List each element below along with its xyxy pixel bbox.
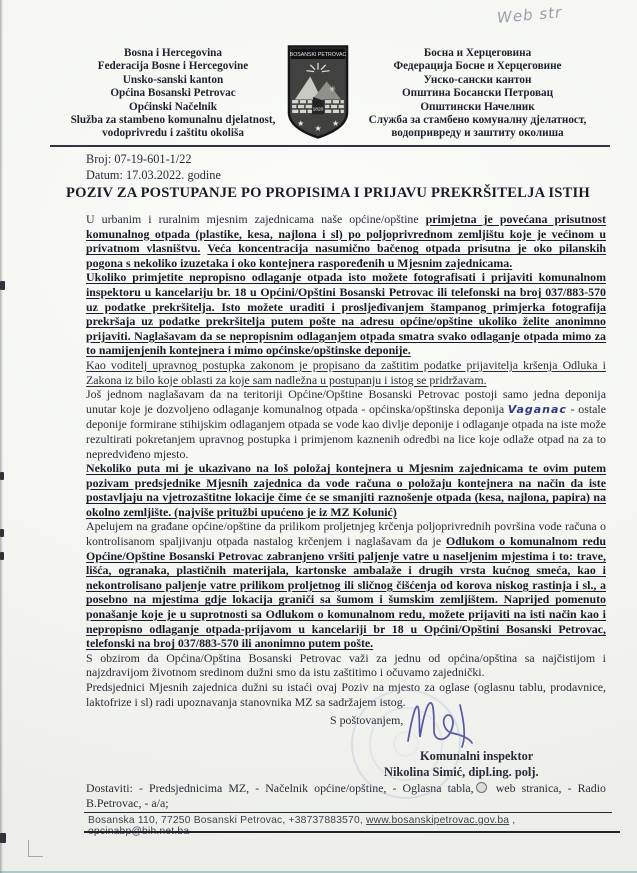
svg-text:★: ★ [314, 123, 322, 133]
body-paragraph [86, 680, 606, 709]
header-line: Općina Bosanski Petrovac [110, 87, 236, 100]
distribution-after: web stranica, - Radio B.Petrovac, - a/a; [86, 781, 606, 810]
footer-rule-bottom [84, 831, 620, 833]
document-number: Broj: 07-19-601-1/22 [86, 152, 192, 166]
header-line: Bosna i Hercegovina [124, 47, 222, 59]
crest-year: 1820 [312, 107, 324, 113]
header-left [48, 47, 298, 141]
document-date: Datum: 17.03.2022. godine [86, 168, 221, 182]
text-segment: Još jednom naglašavam da na teritoriji Općine/Opštine Bosanski Petrovac postoji samo jedna deponija unutar koje je dozvoljeno odlaganje komunalnog otpada - općinska/opštinska deponija [86, 387, 606, 416]
text-segment: Ukoliko primjetite nepropisno odlaganje otpada isto možete fotografisati i prijaviti komunalnom inspektoru u kancelariju br. 18 u Općini/Opštini Bosanski Petrovac ili telefonski na broj 037/883-570 uz podatke prekršitelja. Isto možete uraditi i prosljeđivanjem štampanog primjerka fotografija prekršaja uz podatke prekršitelja putem pošte na adresu općine/opštine ukoliko želite anonimno prijaviti. Naglašavam da se nepropisnim odlaganjem otpada smatra svako odlaganje otpada mimo za to namijenjenih kontejnera i mimo općinske/opštinske deponije. [86, 270, 606, 358]
text-segment: primjetna je povećana prisutnost komunalnog otpada (plastike, kesa, najlona i sl) po poljoprivrednom zemljištu koje je većinom u privatnom vlasništvu. [86, 212, 606, 256]
scan-artifact [0, 552, 4, 560]
body-paragraph [86, 387, 606, 461]
distribution-note [86, 781, 606, 810]
body-paragraph [86, 212, 606, 270]
document-meta [86, 151, 221, 183]
document-body [86, 212, 606, 709]
text-segment: Apelujem na građane općine/opštine da prilikom proljetnjeg krčenja poljoprivrednih površina vode računa o kontrolisanom spaljivanju otpada nastalog krčenjem i naglašavam da je [86, 519, 606, 549]
header-line: Služba za stambeno komunalnu djelatnost, [70, 114, 276, 127]
crest-banner-text: BOSANSKI PETROVAC [289, 52, 347, 59]
scan-edge-shadow [0, 0, 3, 873]
document-content [86, 212, 606, 810]
circled-mark-icon [476, 782, 487, 793]
text-segment: S obzirom da Općina/Opština Bosanski Petrovac važi za jednu od općina/opština sa najčistijom i najzdravijom životnom sredinom dužni smo da istu zaštitimo i očuvamo zajednički. [86, 650, 606, 680]
round-stamp [348, 686, 464, 802]
distribution-before: Dostaviti: - Predsjednicima MZ, - Načelnik općine/opštine, - Oglasna tabla, [86, 781, 474, 796]
handwritten-deponija-name: Vaganac [507, 402, 567, 416]
text-segment: Odlukom o komunalnom redu Općine/Opštine Bosanski Petrovac zabranjeno vršiti paljenje vatre u naseljenim mjestima i to: trave, lišća, ogranaka, plastičnih materijala, kartonske ambalaže i drugih vrsta kućnog smeća, kao i nekontrolisano paljenje vatre prilikom proljetnog ili sličnog čišćenja od korova niskog rastinja i sl., a posebno na mjestima gdje lokacija graniči sa šumom i šumskim zemljištem. Naprijed pomenuto ponašanje koje je u suprotnosti sa Odlukom o komunalnom redu, možete prijaviti na isti način kao i nepropisno odlaganje otpada-prijavom u kancelariji br 18 u Općini/Opštini Bosanski Petrovac, telefonski na broj 037/883-570 ili anonimno putem pošte. [86, 534, 606, 651]
scan-artifact [0, 472, 4, 480]
snowflake-icon: ✳ [328, 84, 337, 94]
scan-artifact [0, 281, 5, 290]
header-line: Општина Босански Петровац [401, 87, 554, 100]
body-paragraph [86, 651, 606, 680]
page-title: POZIV ZA POSTUPANJE PO PROPISIMA I PRIJAVU PREKRŠITELJA ISTIH [66, 185, 590, 201]
signer-title: Komunalni inspektor [420, 749, 534, 764]
header-line: Служба за стамбено комуналну дјелатност, [368, 114, 587, 127]
svg-text:★: ★ [331, 118, 339, 128]
text-segment: Predsjednici Mjesnih zajednica dužni su istaći ovaj Poziv na mjesto za oglase (oglasnu tablu, prodavnice, laktofrize i sl) radi upoznavanja stanovnika MZ sa sadržajem istog. [86, 680, 606, 709]
salutation: S poštovanjem, [330, 713, 404, 728]
header-line: Општински Начелник [420, 100, 535, 113]
body-paragraph [86, 358, 606, 387]
header-line: Босна и Херцеговина [423, 47, 532, 59]
header-line: Unsko-sanski kanton [122, 73, 224, 86]
page-corner-crease [28, 840, 43, 857]
text-segment: U urbanim i ruralnim mjesnim zajednicama naše općine/opštine [86, 212, 426, 226]
header-right [350, 47, 605, 141]
text-segment: Kao voditelj upravnog postupka zakonom je propisano da zaštitim podatke prijavitelja kršenja Odluka i Zakona iz bilo koje oblasti za koje sam nadležna u postupanju i istog se pridržavam. [86, 357, 606, 387]
scan-artifact [0, 529, 4, 537]
header-line: Унско-сански кантон [423, 73, 532, 86]
header-line: Općinski Načelnik [129, 100, 217, 113]
header-divider [50, 145, 610, 147]
coat-of-arms-icon [287, 44, 349, 140]
footer-email: , opcinabp@bih.net.ba [88, 815, 516, 837]
footer-contact [88, 815, 608, 837]
scan-artifact [0, 833, 6, 843]
footer-website: www.bosanskipetrovac.gov.ba [366, 815, 510, 826]
closing-block [86, 709, 606, 780]
body-paragraph [86, 519, 606, 650]
body-paragraph [86, 461, 606, 519]
text-segment: Nekoliko puta mi je ukazivano na loš položaj kontejnera u Mjesnim zajednicama te ovim putem pozivam predsjednike Mjesnih zajednica da vode računa o položaju kontejnera na način da iste postavljaju na vjetrozaštitne lokacije čime će se smanjiti raznošenje otpada (kesa, najlona, papira) na okolno zemljište. (najviše pritužbi upućeno je iz MZ Kolunić) [86, 461, 606, 519]
header-line: Federacija Bosne i Hercegovine [97, 60, 249, 73]
text-segment: - ostale deponije formirane stihijskim odlaganjem otpada se vode kao divlje deponije i odlaganje otpada na iste može rezultirati pokretanjem upravnog postupka i primjenom kaznenih odredbi na lice koje odlaže otpad na za to nepredviđeno mjesto. [86, 401, 607, 461]
footer-address: Bosanska 110, 77250 Bosanski Petrovac, +38737883570, [88, 815, 367, 826]
header-line: Федерација Босне и Херцеговине [393, 60, 562, 73]
body-paragraph [86, 270, 606, 358]
text-segment: Veća koncentracija nasumično bačenog otpada prisutna je oko pilanskih pogona s nekoliko izuzetaka i oko kontejnera raspoređenih u Mjesnim zajednicama. [86, 241, 606, 270]
handwritten-web-str-note: Web str [496, 3, 563, 27]
footer-rule-top [84, 812, 612, 813]
signer-name: Nikolina Simić, dipl.ing. polj. [384, 765, 539, 780]
header-line: vodoprivredu i zaštitu okoliša [102, 127, 244, 140]
header-line: водопривреду и заштиту околиша [391, 127, 564, 140]
svg-text:★: ★ [297, 118, 305, 128]
